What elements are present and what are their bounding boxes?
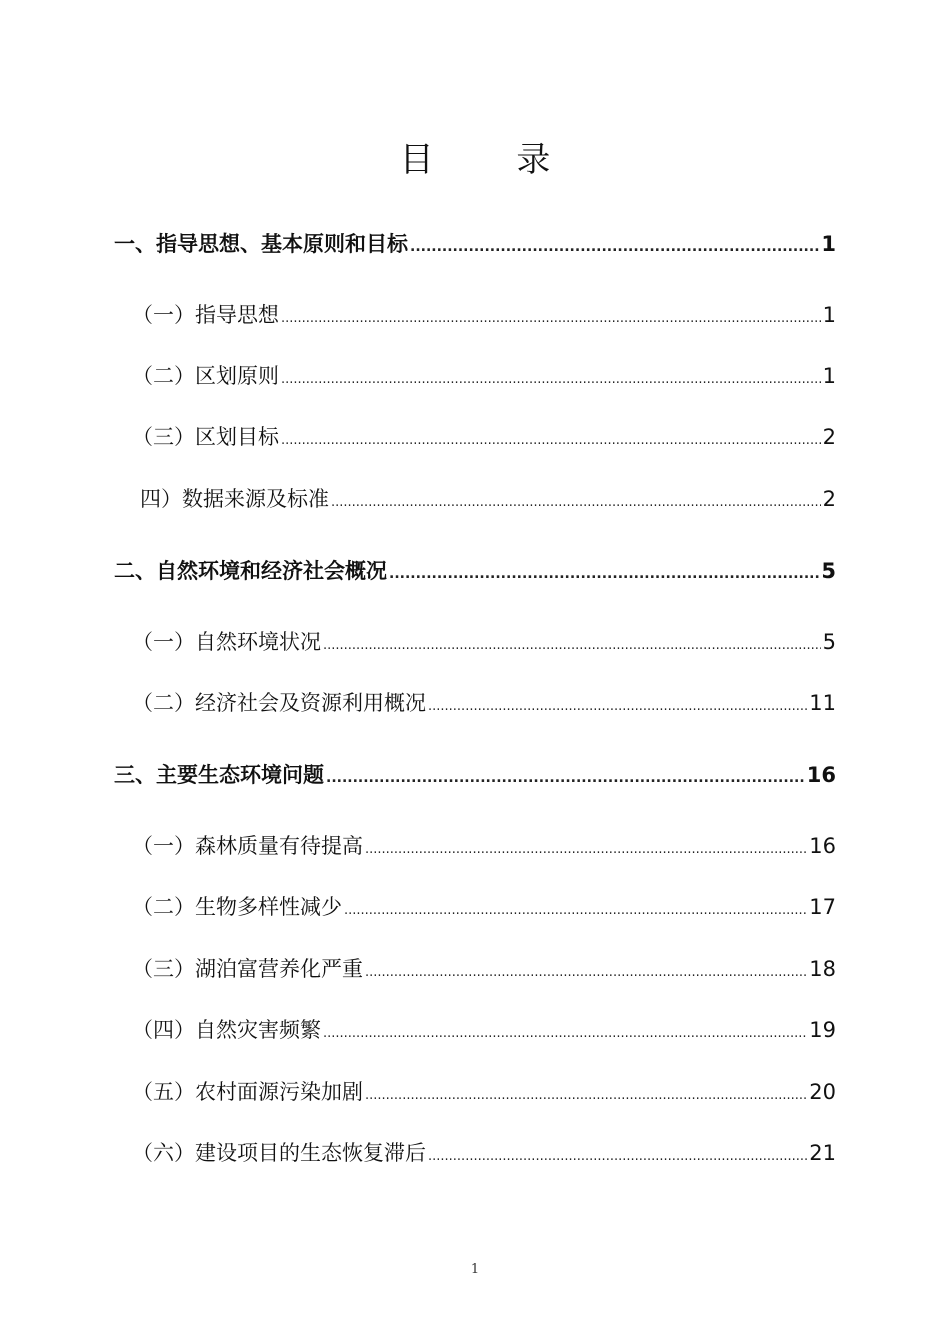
toc-entry[interactable] (132, 1076, 836, 1108)
toc-entry[interactable] (132, 687, 836, 719)
toc-entry[interactable] (132, 626, 836, 658)
toc-entry-label: （五）农村面源污染加剧 (132, 1080, 363, 1104)
toc-entry-page: 18 (809, 957, 836, 981)
toc-entry-label: （一）自然环境状况 (132, 630, 321, 654)
toc-entry-label: （二）经济社会及资源利用概况 (132, 691, 426, 715)
toc-entry[interactable] (114, 555, 836, 587)
toc-entry-label: （三）湖泊富营养化严重 (132, 957, 363, 981)
toc-entry-label: （二）区划原则 (132, 364, 279, 388)
toc-entry-label: 二、自然环境和经济社会概况 (114, 559, 387, 583)
toc-entry-label: 四）数据来源及标准 (140, 487, 329, 511)
toc-dot-leader (410, 231, 819, 263)
toc-entry-page: 2 (822, 487, 836, 511)
toc-entry-page: 20 (809, 1080, 836, 1104)
toc-dot-leader (428, 1141, 807, 1173)
toc-entry-label: （二）生物多样性减少 (132, 895, 342, 919)
toc-entry-page: 1 (821, 232, 836, 256)
toc-dot-leader (281, 425, 821, 457)
toc-entry[interactable] (132, 830, 836, 862)
toc-entry-page: 21 (809, 1141, 836, 1165)
toc-entry-page: 16 (806, 763, 836, 787)
toc-entry-page: 16 (809, 834, 836, 858)
toc-entry-label: （一）森林质量有待提高 (132, 834, 363, 858)
toc-dot-leader (365, 1080, 807, 1112)
toc-entry[interactable] (132, 360, 836, 392)
toc-entry[interactable] (132, 1137, 836, 1169)
page-title: 目 录 (399, 140, 587, 180)
toc-entry-label: （一）指导思想 (132, 303, 279, 327)
toc-dot-leader (428, 691, 807, 723)
toc-entry[interactable] (140, 483, 836, 515)
toc-entry-page: 17 (809, 895, 836, 919)
toc-entry-page: 1 (822, 364, 836, 388)
toc-dot-leader (331, 487, 821, 519)
toc-entry-page: 1 (822, 303, 836, 327)
toc-entry[interactable] (132, 1014, 836, 1046)
toc-entry[interactable] (114, 759, 836, 791)
toc-dot-leader (344, 895, 807, 927)
toc-entry-page: 2 (822, 425, 836, 449)
toc-dot-leader (323, 630, 821, 662)
toc-dot-leader (281, 364, 821, 396)
toc-entry-label: （四）自然灾害频繁 (132, 1018, 321, 1042)
toc-entry[interactable] (114, 228, 836, 260)
toc-entry-label: （六）建设项目的生态恢复滞后 (132, 1141, 426, 1165)
page-number: 1 (470, 1262, 480, 1277)
toc-dot-leader (326, 762, 805, 794)
toc-dot-leader (281, 303, 821, 335)
toc-entry[interactable] (132, 421, 836, 453)
toc-entry-page: 5 (822, 630, 836, 654)
toc-entry-page: 5 (821, 559, 836, 583)
toc-dot-leader (365, 834, 807, 866)
toc-entry[interactable] (132, 953, 836, 985)
toc-entry-page: 11 (809, 691, 836, 715)
toc-entry-page: 19 (809, 1018, 836, 1042)
toc-entry[interactable] (132, 891, 836, 923)
toc-entry-label: 三、主要生态环境问题 (114, 763, 324, 787)
toc-entry-label: 一、指导思想、基本原则和目标 (114, 232, 408, 256)
toc-dot-leader (323, 1018, 807, 1050)
toc-dot-leader (365, 957, 807, 989)
toc-entry[interactable] (132, 299, 836, 331)
toc-entry-label: （三）区划目标 (132, 425, 279, 449)
toc-dot-leader (389, 558, 819, 590)
